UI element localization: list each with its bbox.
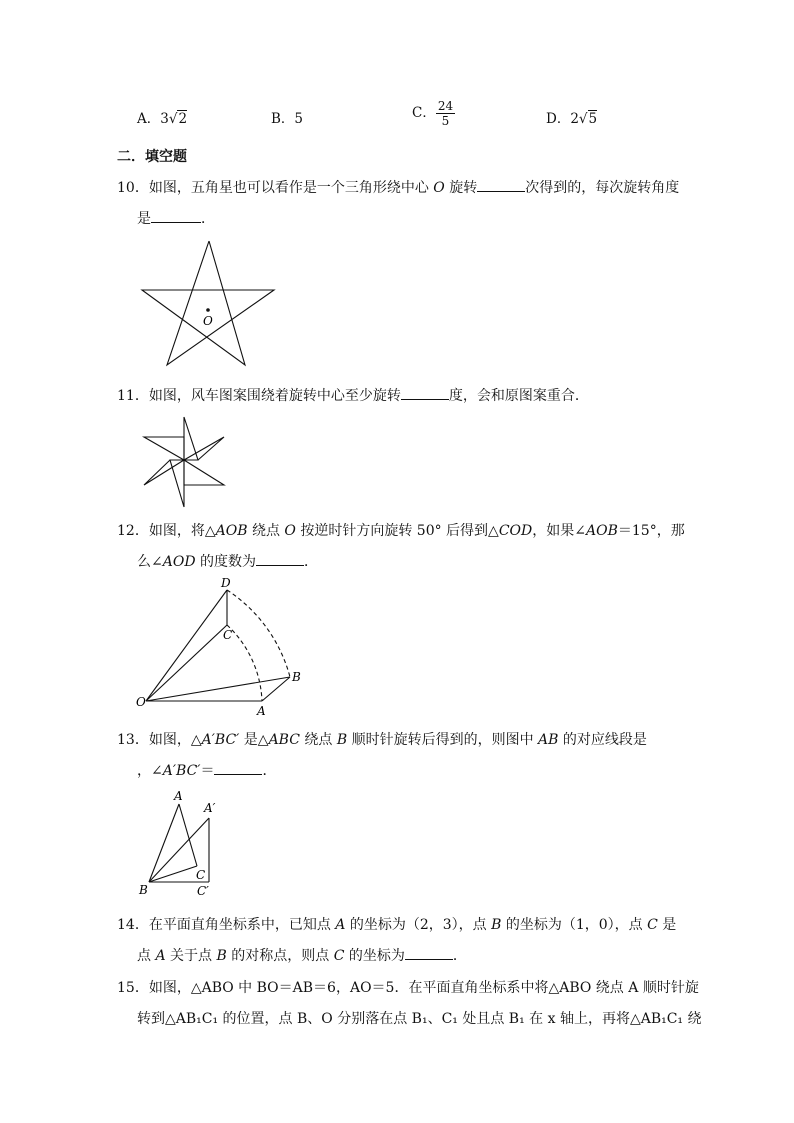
text: 么∠ — [137, 554, 163, 570]
blade-6 — [144, 437, 184, 460]
text: ． — [452, 948, 467, 964]
star-figure — [138, 238, 278, 370]
option-a — [137, 107, 187, 127]
seg-od — [146, 590, 227, 701]
var: AOB — [585, 523, 618, 539]
q12-line1 — [117, 520, 685, 540]
blade-3 — [184, 460, 224, 485]
option-b-letter: B． — [271, 111, 295, 127]
section-title: 二．填空题 — [117, 149, 187, 165]
text: ． — [201, 211, 215, 227]
text: 如图，△ — [148, 732, 202, 748]
q14-line1 — [117, 914, 676, 934]
text: ，∠ — [137, 763, 163, 779]
text: 转到△AB₁C₁ 的位置，点 B、O 分别落在点 B₁、C₁ 处且点 B₁ 在 x 轴上，再将△AB₁C₁ 绕 — [137, 1011, 702, 1027]
text: 按逆时针方向旋转 50° 后得到△ — [295, 523, 499, 539]
option-a-letter: A． — [137, 111, 161, 127]
answer-blank[interactable] — [405, 959, 453, 960]
text: 关于点 — [165, 948, 217, 964]
text: ＝ — [200, 763, 215, 779]
center-dot — [206, 308, 210, 312]
var: AOD — [162, 554, 196, 570]
answer-blank[interactable] — [214, 774, 262, 775]
text: 度，会和原图案重合． — [448, 388, 589, 404]
q13-line2 — [137, 760, 276, 780]
option-a-radicand: 2 — [178, 111, 188, 127]
var: A′BC′ — [201, 732, 240, 748]
text: 点 — [137, 948, 156, 964]
text: 是 — [137, 211, 151, 227]
var: B — [336, 732, 348, 748]
arc-inner — [227, 625, 262, 701]
text: 是△ — [239, 732, 269, 748]
question-number: 13． — [117, 732, 149, 748]
question-number: 10． — [117, 180, 149, 196]
blade-5 — [144, 460, 184, 485]
label-ap: A′ — [204, 801, 216, 815]
answer-blank[interactable] — [477, 191, 525, 192]
var: B — [216, 948, 227, 964]
text: 顺时针旋转后得到的，则图中 — [347, 732, 539, 748]
var: ABC — [268, 732, 300, 748]
option-b-value: 5 — [294, 111, 304, 127]
option-b — [271, 107, 303, 127]
text: ＝15°，那 — [617, 523, 685, 539]
question-number: 11． — [117, 388, 149, 404]
var: AOB — [215, 523, 248, 539]
text: 的对称点，则点 — [226, 948, 334, 964]
var: COD — [498, 523, 533, 539]
text: 如图，将△ — [148, 523, 216, 539]
text: 绕点 — [299, 732, 337, 748]
var: A — [155, 948, 166, 964]
label-a: A — [257, 704, 266, 718]
option-d — [546, 107, 597, 127]
seg-ba — [149, 804, 179, 882]
option-a-coef: 3 — [160, 111, 169, 127]
text: 如图，风车图案围绕着旋转中心至少旋转 — [148, 388, 401, 404]
var: C — [647, 917, 658, 933]
q13-line1 — [117, 729, 647, 749]
label-a: A — [174, 789, 183, 803]
blade-2 — [184, 437, 224, 460]
rotation-figure-q12 — [132, 574, 312, 720]
text: 的坐标为 — [344, 948, 405, 964]
arc-outer — [227, 590, 290, 677]
q14-line2 — [137, 945, 467, 965]
question-number: 12． — [117, 523, 149, 539]
text: 的坐标为（1，0），点 — [501, 917, 648, 933]
text: ，如果∠ — [532, 523, 586, 539]
option-c — [412, 99, 455, 128]
sqrt-sign: √ — [168, 111, 178, 127]
text: 如图，△ABO 中 BO＝AB＝6，AO＝5．在平面直角坐标系中将△ABO 绕点 A 顺时针旋 — [148, 980, 699, 996]
answer-blank[interactable] — [401, 399, 449, 400]
var: A — [335, 917, 346, 933]
windmill-figure — [140, 415, 230, 510]
label-d: D — [221, 576, 231, 590]
rotation-figure-q13 — [133, 788, 233, 900]
answer-blank[interactable] — [151, 222, 201, 223]
option-c-denominator: 5 — [441, 114, 450, 128]
option-d-radicand: 5 — [588, 111, 598, 127]
q10-line1 — [117, 177, 679, 197]
var: A′BC′ — [162, 763, 201, 779]
var: B — [491, 917, 502, 933]
label-cp: C′ — [197, 884, 209, 898]
text: 的度数为 — [195, 554, 256, 570]
question-number: 14． — [117, 917, 149, 933]
answer-blank[interactable] — [256, 565, 304, 566]
label-b: B — [292, 670, 301, 684]
option-d-coef: 2 — [570, 111, 579, 127]
label-o: O — [136, 695, 146, 709]
text: ． — [304, 554, 318, 570]
sqrt-sign: √ — [578, 111, 588, 127]
option-c-letter: C． — [412, 105, 436, 121]
label-c: C — [223, 628, 233, 642]
label-c: C — [196, 868, 206, 882]
seg-ac — [179, 804, 197, 866]
text: 是 — [657, 917, 677, 933]
option-c-fraction — [436, 99, 455, 128]
var: AB — [538, 732, 559, 748]
text: 在平面直角坐标系中，已知点 — [148, 917, 336, 933]
label-o: O — [203, 314, 213, 328]
q12-line2 — [137, 551, 318, 571]
text: 绕点 — [247, 523, 285, 539]
text: 次得到的，每次旋转角度 — [525, 180, 680, 196]
q15-line1 — [117, 977, 699, 997]
text: 的坐标为（2，3），点 — [345, 917, 492, 933]
text: 旋转 — [444, 180, 478, 196]
var: O — [284, 523, 296, 539]
q10-line2 — [137, 208, 215, 228]
text: 的对应线段是 — [558, 732, 647, 748]
var: O — [433, 180, 445, 196]
text: 如图，五角星也可以看作是一个三角形绕中心 — [148, 180, 434, 196]
windmill-blades — [144, 417, 224, 507]
var: C — [333, 948, 345, 964]
option-c-numerator: 24 — [437, 99, 454, 113]
question-number: 15． — [117, 980, 149, 996]
star-outline — [142, 241, 274, 365]
q15-line2 — [137, 1008, 702, 1028]
label-b: B — [139, 883, 148, 897]
text: ． — [262, 763, 277, 779]
option-d-letter: D． — [546, 111, 571, 127]
q11-line1 — [117, 385, 589, 405]
